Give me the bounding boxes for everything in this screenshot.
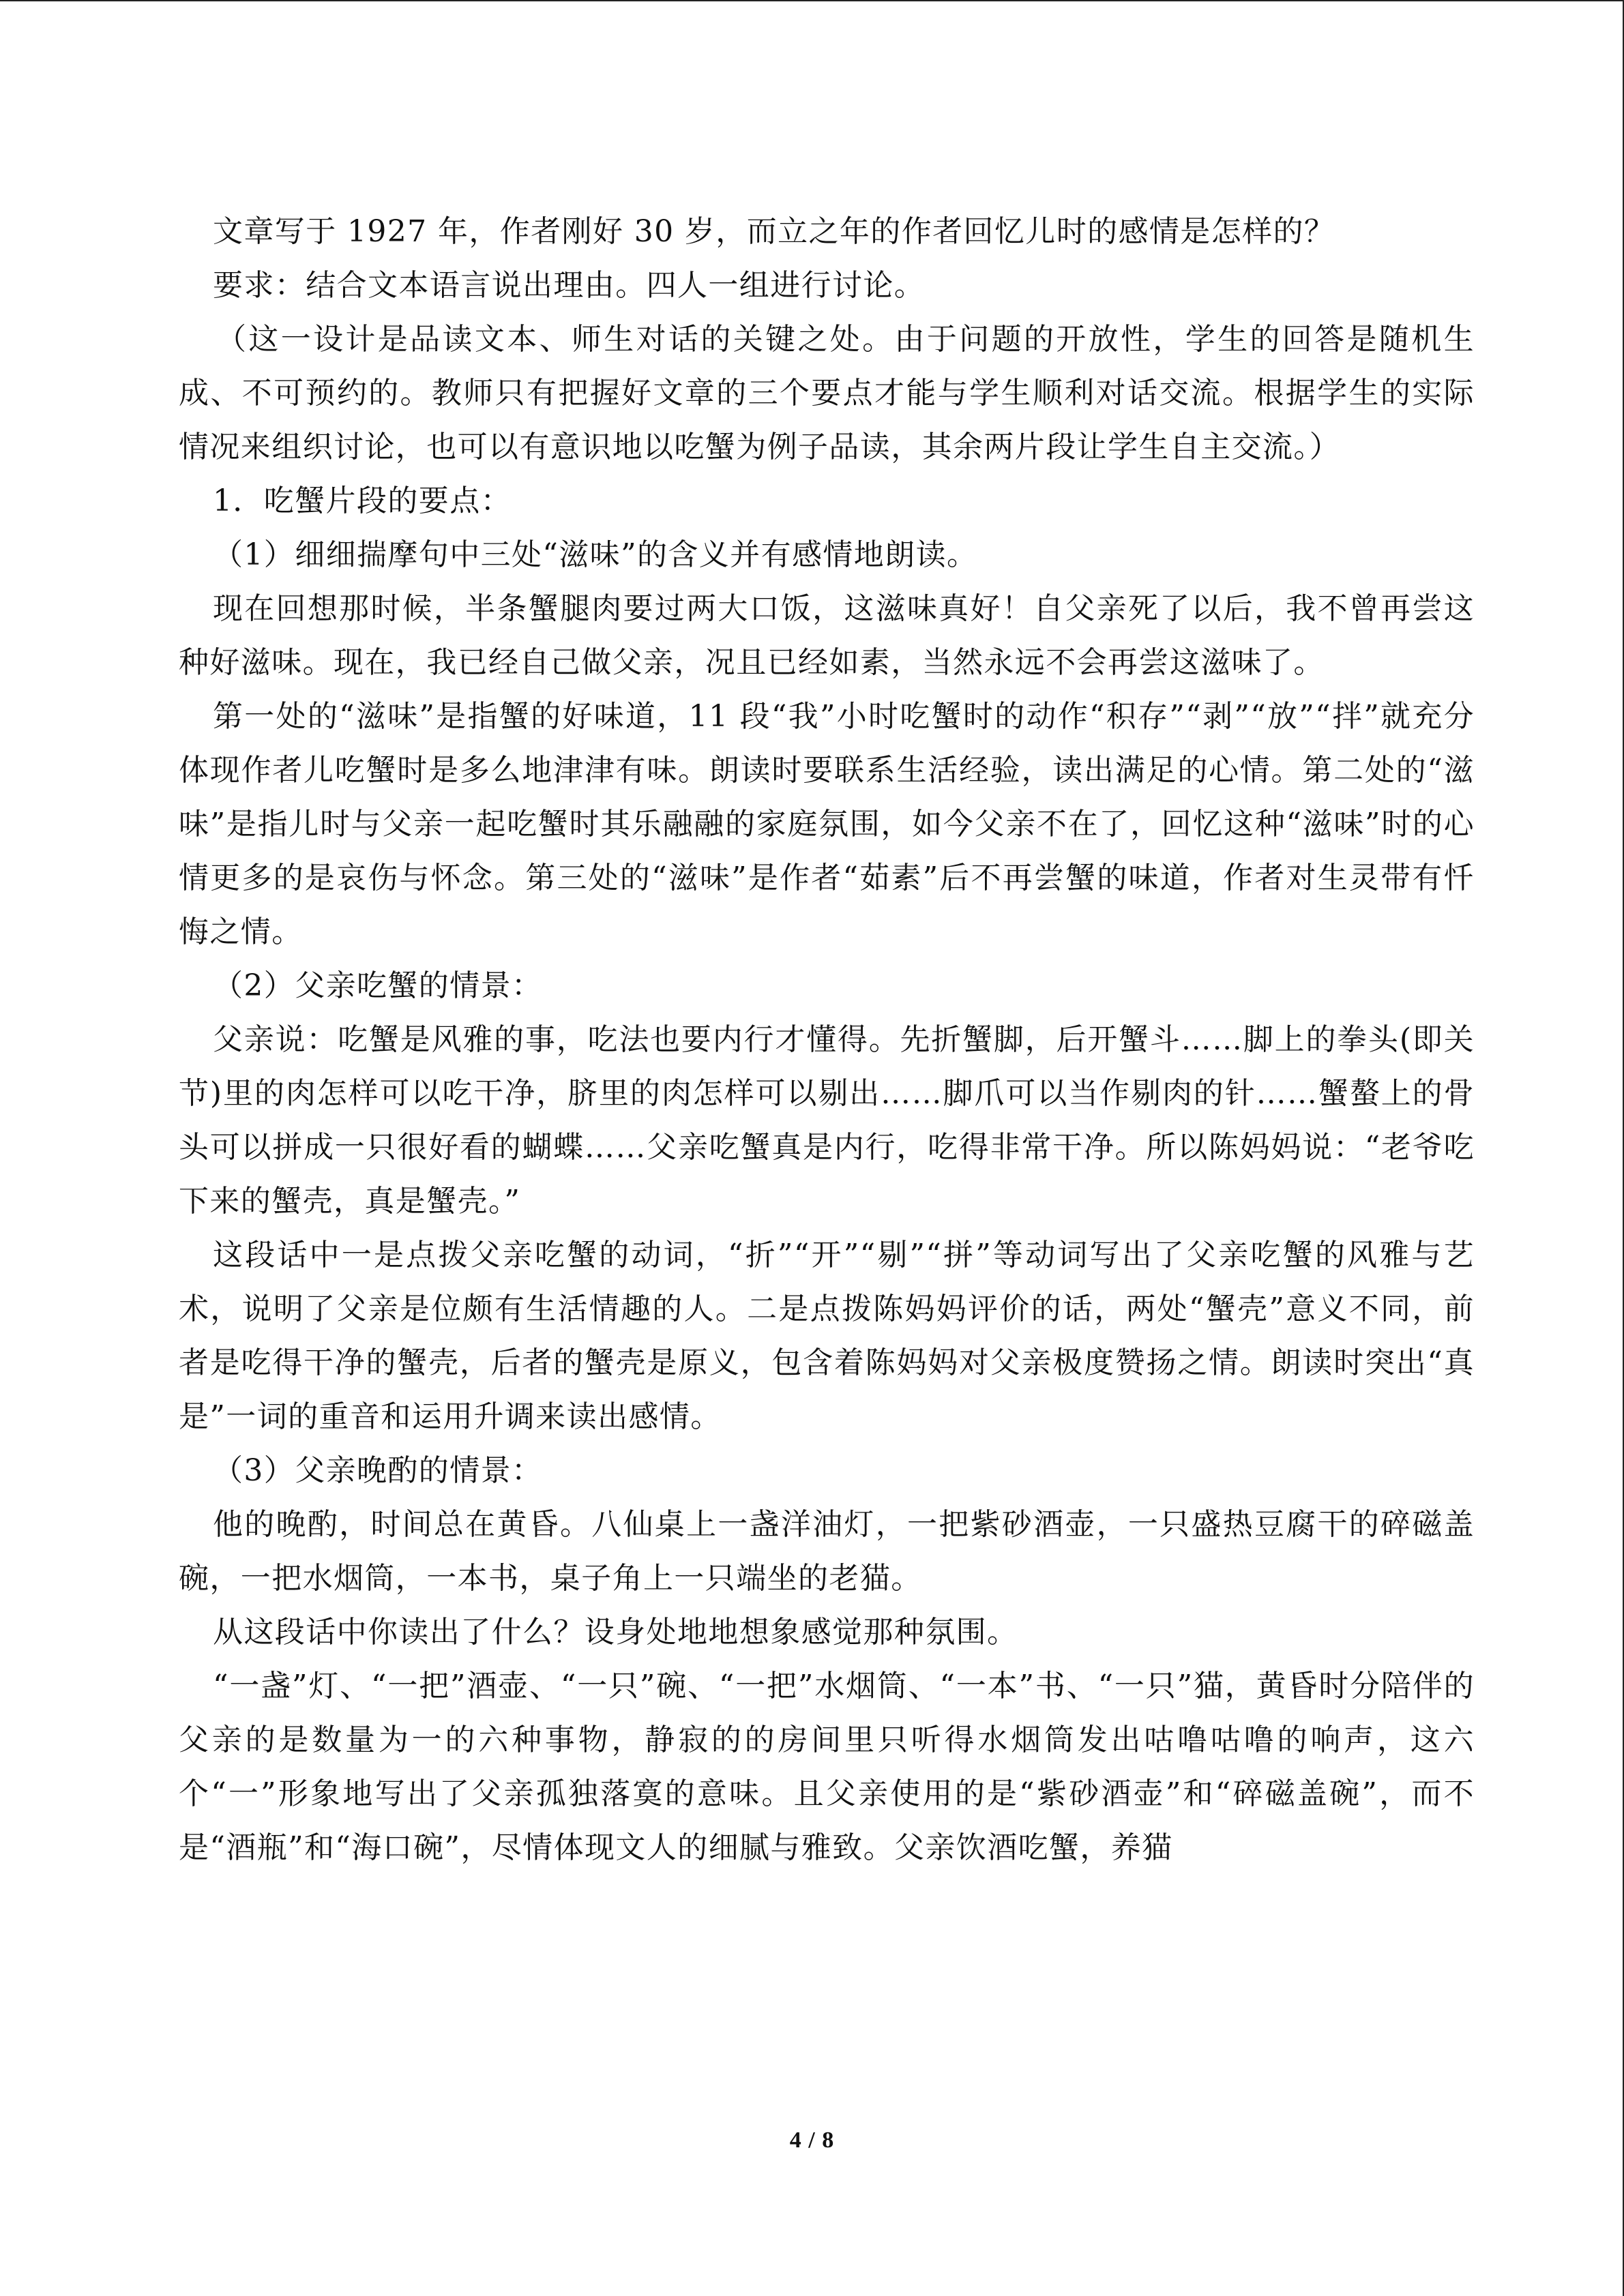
document-body (179, 205, 1475, 1875)
paragraph-quote-taste: 现在回想那时候，半条蟹腿肉要过两大口饭，这滋味真好！自父亲死了以后，我不曾再尝这种好滋味。现在，我已经自己做父亲，况且已经如素，当然永远不会再尝这滋味了。 (179, 591, 1475, 680)
heading-father-eating-crab: （2）父亲吃蟹的情景： (213, 968, 543, 1003)
paragraph-question: 文章写于 1927 年，作者刚好 30 岁，而立之年的作者回忆儿时的感情是怎样的？ (213, 214, 1335, 249)
paragraph-taste-explanation: 第一处的“滋味”是指蟹的好味道，11 段“我”小时吃蟹时的动作“积存”“剥”“放”“拌”就充分体现作者儿吃蟹时是多么地津津有味。朗读时要联系生活经验，读出满足的心情。第二处的“滋味”是指儿时与父亲一起吃蟹时其乐融融的家庭氛围，如今父亲不在了，回忆这种“滋味”时的心情更多的是哀伤与怀念。第三处的“滋味”是作者“茹素”后不再尝蟹的味道，作者对生灵带有忏悔之情。 (179, 699, 1475, 949)
paragraph-requirement: 要求：结合文本语言说出理由。四人一组进行讨论。 (213, 268, 926, 303)
paragraph-quote-evening-drink: 他的晚酌，时间总在黄昏。八仙桌上一盏洋油灯，一把紫砂酒壶，一只盛热豆腐干的碎磁盖碗，一把水烟筒，一本书，桌子角上一只端坐的老猫。 (179, 1507, 1475, 1596)
paragraph-drink-analysis: “一盏”灯、“一把”酒壶、“一只”碗、“一把”水烟筒、“一本”书、“一只”猫，黄昏时分陪伴的父亲的是数量为一的六种事物，静寂的的房间里只听得水烟筒发出咕噜咕噜的响声，这六个“一”形象地写出了父亲孤独落寞的意味。且父亲使用的是“紫砂酒壶”和“碎磁盖碗”，而不是“酒瓶”和“海口碗”，尽情体现文人的细腻与雅致。父亲饮酒吃蟹，养猫 (179, 1669, 1475, 1865)
heading-taste-analysis: （1）细细揣摩句中三处“滋味”的含义并有感情地朗读。 (213, 537, 978, 572)
page-top-border (0, 0, 1624, 1)
heading-father-evening-drink: （3）父亲晚酌的情景： (213, 1453, 543, 1488)
paragraph-quote-father-crab: 父亲说：吃蟹是风雅的事，吃法也要内行才懂得。先折蟹脚，后开蟹斗……脚上的拳头(即关节)里的肉怎样可以吃干净，脐里的肉怎样可以剔出……脚爪可以当作剔肉的针……蟹螯上的骨头可以拼成一只很好看的蝴蝶……父亲吃蟹真是内行，吃得非常干净。所以陈妈妈说：“老爷吃下来的蟹壳，真是蟹壳。” (179, 1022, 1475, 1219)
paragraph-crab-analysis: 这段话中一是点拨父亲吃蟹的动词，“折”“开”“剔”“拼”等动词写出了父亲吃蟹的风雅与艺术，说明了父亲是位颇有生活情趣的人。二是点拨陈妈妈评价的话，两处“蟹壳”意义不同，前者是吃得干净的蟹壳，后者的蟹壳是原义，包含着陈妈妈对父亲极度赞扬之情。朗读时突出“真是”一词的重音和运用升调来读出感情。 (179, 1238, 1475, 1434)
page-number: 4 / 8 (789, 2128, 835, 2153)
paragraph-reading-question: 从这段话中你读出了什么？设身处地地想象感觉那种氛围。 (213, 1615, 1018, 1650)
heading-crab-eating-points: 1．吃蟹片段的要点： (213, 483, 512, 518)
paragraph-design-note: （这一设计是品读文本、师生对话的关键之处。由于问题的开放性，学生的回答是随机生成、不可预约的。教师只有把握好文章的三个要点才能与学生顺利对话交流。根据学生的实际情况来组织讨论，也可以有意识地以吃蟹为例子品读，其余两片段让学生自主交流。） (179, 322, 1475, 464)
